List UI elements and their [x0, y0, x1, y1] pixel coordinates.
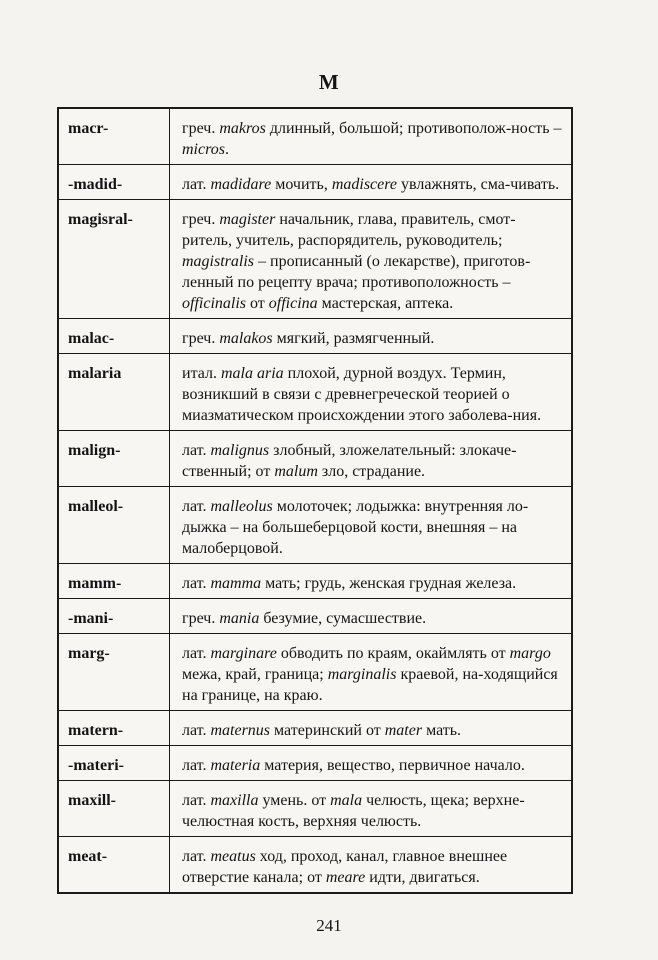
- table-row: [58, 319, 572, 354]
- term-cell: malac-: [58, 319, 170, 354]
- table-row: [58, 108, 572, 165]
- term-cell: -mani-: [58, 599, 170, 634]
- table-row: [58, 781, 572, 837]
- term-cell: macr-: [58, 108, 170, 165]
- table-row: [58, 564, 572, 599]
- definition-cell: лат. meatus ход, проход, канал, главное внешнее отверстие канала; от meare идти, двигаться.: [170, 837, 573, 894]
- term-cell: marg-: [58, 634, 170, 711]
- table-row: [58, 487, 572, 564]
- definition-cell: лат. maxilla умень. от mala челюсть, щека; верхне-челюстная кость, верхняя челюсть.: [170, 781, 573, 837]
- definition-cell: лат. maternus материнский от mater мать.: [170, 711, 573, 746]
- definition-cell: лат. madidare мочить, madiscere увлажнять, сма-чивать.: [170, 165, 573, 200]
- term-cell: mamm-: [58, 564, 170, 599]
- definition-cell: лат. materia материя, вещество, первичное начало.: [170, 746, 573, 781]
- section-letter-heading: М: [318, 70, 340, 94]
- table-row: [58, 200, 572, 319]
- term-cell: -madid-: [58, 165, 170, 200]
- definition-cell: итал. mala aria плохой, дурной воздух. Термин, возникший в связи с древнегреческой теорией о миазматическом происхождении этого заболева-ния.: [170, 354, 573, 431]
- definition-cell: лат. malleolus молоточек; лодыжка: внутренняя ло-дыжка – на большеберцовой кости, внешняя – на малоберцовой.: [170, 487, 573, 564]
- table-row: [58, 837, 572, 894]
- definition-cell: греч. malakos мягкий, размягченный.: [170, 319, 573, 354]
- term-cell: magisral-: [58, 200, 170, 319]
- table-row: [58, 634, 572, 711]
- definition-cell: лат. marginare обводить по краям, окаймлять от margo межа, край, граница; marginalis краевой, на-ходящийся на границе, на краю.: [170, 634, 573, 711]
- term-cell: malign-: [58, 431, 170, 487]
- term-cell: matern-: [58, 711, 170, 746]
- definition-cell: лат. mamma мать; грудь, женская грудная железа.: [170, 564, 573, 599]
- term-cell: -materi-: [58, 746, 170, 781]
- term-cell: meat-: [58, 837, 170, 894]
- glossary-table: [57, 107, 573, 894]
- table-row: [58, 354, 572, 431]
- page-number: 241: [316, 916, 342, 935]
- definition-cell: греч. magister начальник, глава, правитель, смот-ритель, учитель, распорядитель, руководитель; magistralis – прописанный (о лекарстве), приготов-ленный по рецепту врача; противоположность – officinalis от officina мастерская, аптека.: [170, 200, 573, 319]
- term-cell: malleol-: [58, 487, 170, 564]
- definition-cell: лат. malignus злобный, зложелательный: злокаче-ственный; от malum зло, страдание.: [170, 431, 573, 487]
- table-row: [58, 711, 572, 746]
- definition-cell: греч. mania безумие, сумасшествие.: [170, 599, 573, 634]
- table-row: [58, 431, 572, 487]
- table-row: [58, 746, 572, 781]
- table-row: [58, 599, 572, 634]
- table-row: [58, 165, 572, 200]
- glossary-body: [58, 108, 572, 893]
- definition-cell: греч. makros длинный, большой; противополож-ность – micros.: [170, 108, 573, 165]
- term-cell: maxill-: [58, 781, 170, 837]
- term-cell: malaria: [58, 354, 170, 431]
